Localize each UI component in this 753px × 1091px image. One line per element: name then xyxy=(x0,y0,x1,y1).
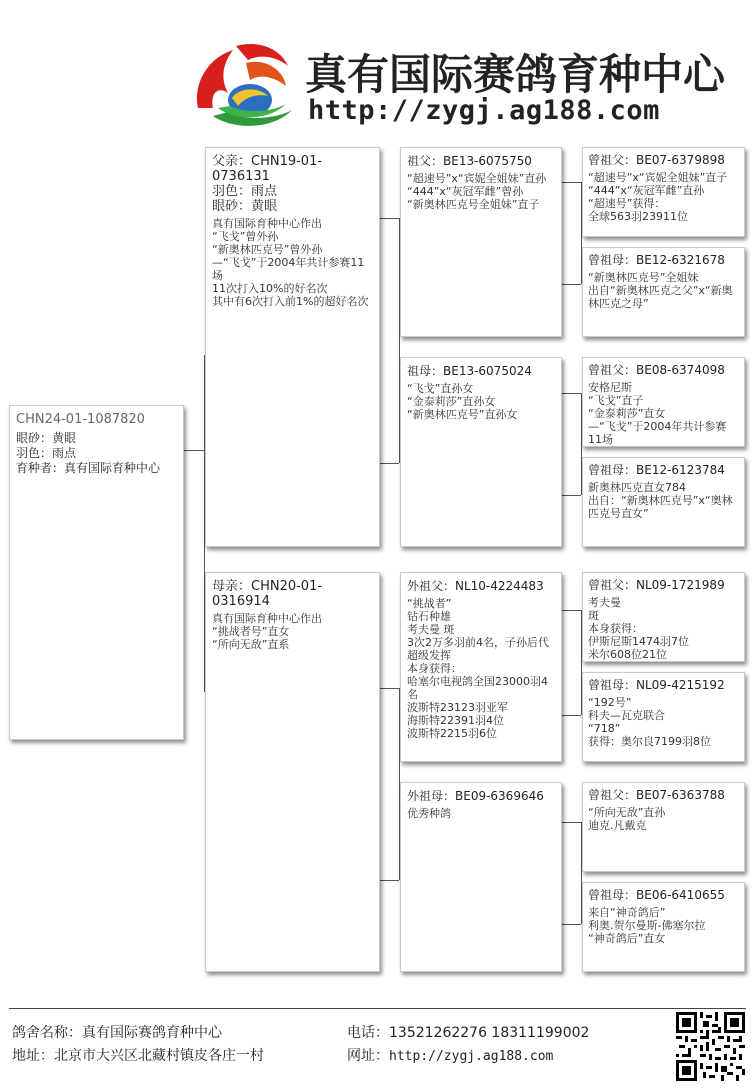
note-line: 米尔608位21位 xyxy=(588,648,667,661)
granddam-maternal-card xyxy=(400,782,562,972)
connector xyxy=(561,495,581,496)
footer-divider xyxy=(9,1008,746,1009)
note-line: “新奥林匹克号”全姐妹 xyxy=(588,271,699,284)
subject-breeder: 育种者：真有国际育种中心 xyxy=(16,461,161,475)
note-line: “金泰莉莎”直孙女 xyxy=(407,395,496,408)
great-grandsire-notes xyxy=(588,171,739,223)
note-line: 考夫曼 斑 xyxy=(407,623,455,636)
great-granddam-notes xyxy=(588,481,739,520)
great-granddam-ring: 曾祖母：BE12-6321678 xyxy=(588,253,725,267)
note-line: 获得：奥尔良7199羽8位 xyxy=(588,735,711,748)
web-label: 网址： xyxy=(347,1048,389,1064)
sire-ring: 父亲：CHN19-01-0736131 xyxy=(212,154,323,184)
qr-code-icon xyxy=(676,1012,745,1081)
note-line: 11次打入10%的好名次 xyxy=(212,282,328,295)
phone-value[interactable]: 13521262276 18311199002 xyxy=(389,1025,590,1041)
dam-notes xyxy=(212,612,373,651)
connector xyxy=(561,610,581,611)
great-grandsire-card-4 xyxy=(582,782,745,872)
connector xyxy=(561,822,581,823)
great-grandsire-ring: 曾祖父：BE08-6374098 xyxy=(588,363,725,377)
note-line: “金泰莉莎”直女 xyxy=(588,407,666,420)
great-grandsire-ring: 曾祖父：BE07-6363788 xyxy=(588,788,725,802)
note-line: 钻石种雄 xyxy=(407,610,451,623)
dam-ring: 母亲：CHN20-01-0316914 xyxy=(212,579,323,609)
grandsire-paternal-card xyxy=(400,147,562,337)
dam-card xyxy=(205,572,380,972)
sire-card xyxy=(205,147,380,547)
grandsire-maternal-ring: 外祖父：NL10-4224483 xyxy=(407,579,544,593)
subject-ring: CHN24-01-1087820 xyxy=(16,412,145,427)
phone-row xyxy=(347,1022,589,1042)
footer xyxy=(12,1020,662,1080)
note-line: 哈塞尔电视鸽全国23000羽4名 xyxy=(407,675,548,701)
web-row xyxy=(347,1045,553,1065)
note-line: 真有国际育种中心作出 xyxy=(212,612,322,625)
note-line: “挑战者号”直女 xyxy=(212,625,290,638)
note-line: 安格尼斯 xyxy=(588,381,632,394)
note-line: 波斯特23123羽亚军 xyxy=(407,701,508,714)
sire-title xyxy=(212,154,373,214)
note-line: “飞戈”曾外孙 xyxy=(212,230,279,243)
address-value: 北京市大兴区北藏村镇皮各庄一村 xyxy=(54,1048,264,1064)
note-line: “飞戈”直孙女 xyxy=(407,382,474,395)
note-line: “718” xyxy=(588,722,621,735)
note-line: 出自：“新奥林匹克号”x“奥林匹克号直女” xyxy=(588,494,733,520)
note-line: “超速号”x“宾妮全姐妹”直孙 xyxy=(407,172,547,185)
note-line: 海斯特22391羽4位 xyxy=(407,714,504,727)
note-line: “飞戈”直子 xyxy=(588,394,644,407)
granddam-paternal-card xyxy=(400,357,562,547)
granddam-paternal-notes xyxy=(407,382,555,421)
note-line: 其中有6次打入前1%的超好名次 xyxy=(212,295,369,308)
note-line: 利奥.贺尔曼斯-佛塞尔拉 xyxy=(588,919,706,932)
subject-eye: 眼砂：黄眼 xyxy=(16,431,77,445)
note-line: 真有国际育种中心作出 xyxy=(212,217,322,230)
note-line: “新奥林匹克号”曾外孙 xyxy=(212,243,323,256)
note-line: 波斯特2215羽6位 xyxy=(407,727,497,740)
great-granddam-card-2 xyxy=(582,457,745,547)
connector xyxy=(379,880,399,881)
brand-url[interactable]: http://zygj.ag188.com xyxy=(308,95,660,126)
note-line: “挑战者” xyxy=(407,597,452,610)
phone-label: 电话： xyxy=(347,1025,389,1041)
note-line: 斑 xyxy=(588,609,599,622)
connector xyxy=(379,463,399,464)
great-grandsire-notes xyxy=(588,381,739,446)
note-line: “444”x“灰冠军雌”曾孙 xyxy=(407,185,524,198)
note-line: 科夫—瓦克联合 xyxy=(588,709,665,722)
note-line: 3次2万多羽前4名，子孙后代超级发挥 xyxy=(407,636,549,662)
grandsire-paternal-ring: 祖父：BE13-6075750 xyxy=(407,154,532,168)
address-row xyxy=(12,1045,264,1065)
note-line: “192号” xyxy=(588,696,632,709)
great-grandsire-card-1 xyxy=(582,147,745,237)
brand-name: 真有国际赛鸽育种中心 xyxy=(305,50,726,99)
great-granddam-card-4 xyxy=(582,882,745,972)
granddam-paternal-ring: 祖母：BE13-6075024 xyxy=(407,364,532,378)
note-line: —“飞戈”于2004年共计参赛11场 xyxy=(588,420,727,446)
grandsire-paternal-notes xyxy=(407,172,555,211)
note-line: “所向无敌”直孙 xyxy=(588,806,666,819)
note-line: “神奇鸽后”直女 xyxy=(588,932,666,945)
connector xyxy=(561,284,581,285)
note-line: 新奥林匹克直女784 xyxy=(588,481,686,494)
note-line: 本身获得： xyxy=(588,622,643,635)
great-granddam-notes xyxy=(588,906,739,945)
connector xyxy=(184,450,204,451)
connector xyxy=(561,182,581,183)
dam-title xyxy=(212,579,373,609)
loft-row xyxy=(12,1022,222,1042)
great-granddam-ring: 曾祖母：NL09-4215192 xyxy=(588,678,725,692)
note-line: “新奥林匹克号”直孙女 xyxy=(407,408,518,421)
subject-details xyxy=(16,431,177,476)
loft-value: 真有国际赛鸽育种中心 xyxy=(82,1025,222,1041)
address-label: 地址： xyxy=(12,1048,54,1064)
connector xyxy=(379,688,399,689)
loft-label: 鸽舍名称： xyxy=(12,1025,82,1041)
great-granddam-ring: 曾祖母：BE12-6123784 xyxy=(588,463,725,477)
sire-eye: 眼砂：黄眼 xyxy=(212,199,278,214)
great-granddam-card-1 xyxy=(582,247,745,337)
subject-color: 羽色：雨点 xyxy=(16,446,77,460)
web-link[interactable]: http://zygj.ag188.com xyxy=(389,1049,554,1064)
note-line: “新奥林匹克号全姐妹”直子 xyxy=(407,198,540,211)
note-line: “所向无敌”直系 xyxy=(212,638,290,651)
grandsire-maternal-notes xyxy=(407,597,555,740)
note-line: “超速号”获得： xyxy=(588,197,666,210)
great-granddam-card-3 xyxy=(582,672,745,762)
grandsire-maternal-card xyxy=(400,572,562,762)
great-grandsire-ring: 曾祖父：NL09-1721989 xyxy=(588,578,725,592)
phoenix-logo-icon xyxy=(188,38,300,130)
note-line: 考夫曼 xyxy=(588,596,621,609)
great-grandsire-notes xyxy=(588,806,739,832)
connector xyxy=(561,924,581,925)
sire-notes xyxy=(212,217,373,308)
subject-card xyxy=(9,405,184,740)
sire-color: 羽色：雨点 xyxy=(212,184,278,199)
note-line: 来自“神奇鸽后” xyxy=(588,906,666,919)
great-granddam-ring: 曾祖母：BE06-6410655 xyxy=(588,888,725,902)
note-line: 本身获得： xyxy=(407,662,462,675)
note-line: —“飞戈”于2004年共计参赛11场 xyxy=(212,256,365,282)
great-granddam-notes xyxy=(588,271,739,310)
granddam-maternal-ring: 外祖母：BE09-6369646 xyxy=(407,789,544,803)
connector xyxy=(561,393,581,394)
great-granddam-notes xyxy=(588,696,739,748)
great-grandsire-ring: 曾祖父：BE07-6379898 xyxy=(588,153,725,167)
note-line: “444”x“灰冠军雌”直孙 xyxy=(588,184,705,197)
header xyxy=(0,0,753,135)
granddam-maternal-notes xyxy=(407,807,555,820)
note-line: 全球563羽23911位 xyxy=(588,210,688,223)
connector xyxy=(379,218,399,219)
great-grandsire-card-3 xyxy=(582,572,745,662)
note-line: 伊斯尼斯1474羽7位 xyxy=(588,635,689,648)
great-grandsire-notes xyxy=(588,596,739,661)
note-line: 优秀种鸽 xyxy=(407,807,451,820)
great-grandsire-card-2 xyxy=(582,357,745,447)
note-line: “超速号”x“宾妮全姐妹”直子 xyxy=(588,171,728,184)
connector xyxy=(561,715,581,716)
note-line: 出自“新奥林匹克之父”x“新奥林匹克之母” xyxy=(588,284,733,310)
note-line: 迪克.凡戴克 xyxy=(588,819,647,832)
